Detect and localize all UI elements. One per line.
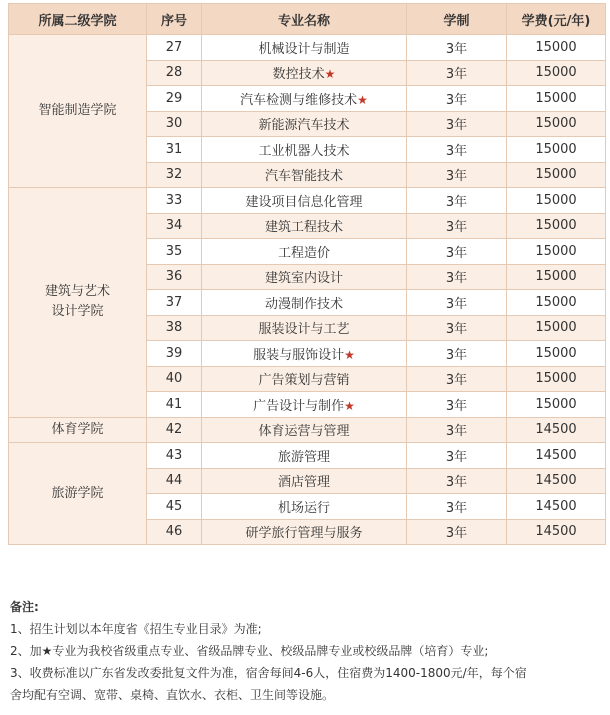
header-number: 序号 xyxy=(147,4,202,35)
row-number: 41 xyxy=(147,392,202,418)
duration-cell: 3年 xyxy=(407,468,507,494)
row-number: 38 xyxy=(147,315,202,341)
duration-cell: 3年 xyxy=(407,392,507,418)
major-name: 汽车检测与维修技术 xyxy=(240,92,358,108)
header-fee: 学费(元/年) xyxy=(507,4,606,35)
row-number: 32 xyxy=(147,162,202,188)
tuition-table xyxy=(8,3,606,545)
duration-cell: 3年 xyxy=(407,315,507,341)
row-number: 30 xyxy=(147,111,202,137)
major-name-cell xyxy=(202,239,407,265)
major-name-cell xyxy=(202,60,407,86)
duration-cell: 3年 xyxy=(407,213,507,239)
fee-cell: 15000 xyxy=(507,239,606,265)
fee-cell: 15000 xyxy=(507,392,606,418)
major-name: 体育运营与管理 xyxy=(258,424,350,440)
college-cell xyxy=(9,417,147,443)
duration-cell: 3年 xyxy=(407,264,507,290)
major-name: 酒店管理 xyxy=(277,475,330,491)
college-cell xyxy=(9,443,147,545)
row-number: 39 xyxy=(147,341,202,367)
college-name-line: 建筑与艺术 xyxy=(44,284,110,300)
major-name-cell xyxy=(202,111,407,137)
college-cell xyxy=(9,188,147,418)
fee-cell: 15000 xyxy=(507,213,606,239)
fee-cell: 14500 xyxy=(507,468,606,494)
fee-cell: 14500 xyxy=(507,443,606,469)
major-name: 服装设计与工艺 xyxy=(258,322,350,338)
duration-cell: 3年 xyxy=(407,519,507,545)
fee-cell: 14500 xyxy=(507,519,606,545)
fee-cell: 15000 xyxy=(507,60,606,86)
note-item: 1、招生计划以本年度省《招生专业目录》为准; xyxy=(10,622,262,636)
major-name-cell xyxy=(202,86,407,112)
major-name-cell xyxy=(202,137,407,163)
row-number: 43 xyxy=(147,443,202,469)
row-number: 42 xyxy=(147,417,202,443)
fee-cell: 15000 xyxy=(507,188,606,214)
major-name-cell xyxy=(202,290,407,316)
table-row xyxy=(9,417,606,443)
row-number: 31 xyxy=(147,137,202,163)
table-row xyxy=(9,443,606,469)
star-icon: ★ xyxy=(344,398,355,413)
college-cell xyxy=(9,35,147,188)
major-name-cell xyxy=(202,264,407,290)
star-icon: ★ xyxy=(344,347,355,362)
fee-cell: 15000 xyxy=(507,290,606,316)
row-number: 33 xyxy=(147,188,202,214)
notes-title: 备注: xyxy=(10,600,39,614)
fee-cell: 15000 xyxy=(507,341,606,367)
major-name: 机场运行 xyxy=(277,500,330,516)
fee-cell: 15000 xyxy=(507,111,606,137)
fee-cell: 15000 xyxy=(507,162,606,188)
note-item: 舍均配有空调、宽带、桌椅、直饮水、衣柜、卫生间等设施。 xyxy=(10,688,335,702)
major-name: 动漫制作技术 xyxy=(264,296,343,312)
major-name-cell xyxy=(202,417,407,443)
major-name: 机械设计与制造 xyxy=(258,41,350,57)
major-name-cell xyxy=(202,494,407,520)
note-item: 2、加★专业为我校省级重点专业、省级品牌专业、校级品牌专业或校级品牌（培育）专业; xyxy=(10,644,489,658)
major-name: 数控技术 xyxy=(272,67,325,83)
major-name: 旅游管理 xyxy=(277,449,330,465)
fee-cell: 15000 xyxy=(507,264,606,290)
duration-cell: 3年 xyxy=(407,366,507,392)
major-name-cell xyxy=(202,315,407,341)
row-number: 40 xyxy=(147,366,202,392)
major-name: 广告策划与营销 xyxy=(258,373,350,389)
row-number: 34 xyxy=(147,213,202,239)
college-name-line: 旅游学院 xyxy=(51,485,104,501)
fee-cell: 15000 xyxy=(507,86,606,112)
header-major: 专业名称 xyxy=(202,4,407,35)
college-name-line: 智能制造学院 xyxy=(38,103,117,118)
row-number: 27 xyxy=(147,35,202,61)
duration-cell: 3年 xyxy=(407,86,507,112)
table-row xyxy=(9,188,606,214)
duration-cell: 3年 xyxy=(407,494,507,520)
duration-cell: 3年 xyxy=(407,162,507,188)
major-name: 服装与服饰设计 xyxy=(253,347,345,363)
duration-cell: 3年 xyxy=(407,35,507,61)
major-name: 建筑工程技术 xyxy=(264,220,343,236)
major-name-cell xyxy=(202,443,407,469)
table-header-row xyxy=(9,4,606,35)
major-name-cell xyxy=(202,392,407,418)
major-name: 研学旅行管理与服务 xyxy=(245,526,363,542)
duration-cell: 3年 xyxy=(407,239,507,265)
row-number: 28 xyxy=(147,60,202,86)
duration-cell: 3年 xyxy=(407,290,507,316)
fee-cell: 14500 xyxy=(507,494,606,520)
row-number: 46 xyxy=(147,519,202,545)
header-college: 所属二级学院 xyxy=(9,4,147,35)
major-name-cell xyxy=(202,35,407,61)
fee-cell: 14500 xyxy=(507,417,606,443)
major-name: 新能源汽车技术 xyxy=(258,118,350,134)
row-number: 44 xyxy=(147,468,202,494)
major-name-cell xyxy=(202,366,407,392)
major-name: 广告设计与制作 xyxy=(253,398,345,414)
header-duration: 学制 xyxy=(407,4,507,35)
major-name-cell xyxy=(202,468,407,494)
duration-cell: 3年 xyxy=(407,111,507,137)
college-name-line: 设计学院 xyxy=(51,304,104,320)
fee-cell: 15000 xyxy=(507,35,606,61)
major-name-cell xyxy=(202,341,407,367)
row-number: 45 xyxy=(147,494,202,520)
table-row xyxy=(9,35,606,61)
major-name-cell xyxy=(202,188,407,214)
duration-cell: 3年 xyxy=(407,417,507,443)
table-body xyxy=(9,35,606,545)
duration-cell: 3年 xyxy=(407,341,507,367)
row-number: 29 xyxy=(147,86,202,112)
major-name-cell xyxy=(202,162,407,188)
duration-cell: 3年 xyxy=(407,137,507,163)
row-number: 36 xyxy=(147,264,202,290)
major-name: 工程造价 xyxy=(277,245,330,261)
row-number: 37 xyxy=(147,290,202,316)
fee-cell: 15000 xyxy=(507,315,606,341)
star-icon: ★ xyxy=(324,67,336,82)
duration-cell: 3年 xyxy=(407,188,507,214)
major-name: 建设项目信息化管理 xyxy=(245,194,363,210)
notes xyxy=(10,596,605,706)
major-name-cell xyxy=(202,519,407,545)
fee-cell: 15000 xyxy=(507,137,606,163)
fee-cell: 15000 xyxy=(507,366,606,392)
major-name: 工业机器人技术 xyxy=(258,143,350,159)
major-name: 汽车智能技术 xyxy=(264,169,343,185)
major-name: 建筑室内设计 xyxy=(264,271,343,287)
star-icon: ★ xyxy=(357,92,368,107)
duration-cell: 3年 xyxy=(407,443,507,469)
college-name-line: 体育学院 xyxy=(51,421,104,437)
note-item: 3、收费标准以广东省发改委批复文件为准，宿舍每间4-6人，住宿费为1400-1800元/年，每个宿 xyxy=(10,666,527,680)
major-name-cell xyxy=(202,213,407,239)
duration-cell: 3年 xyxy=(407,60,507,86)
row-number: 35 xyxy=(147,239,202,265)
